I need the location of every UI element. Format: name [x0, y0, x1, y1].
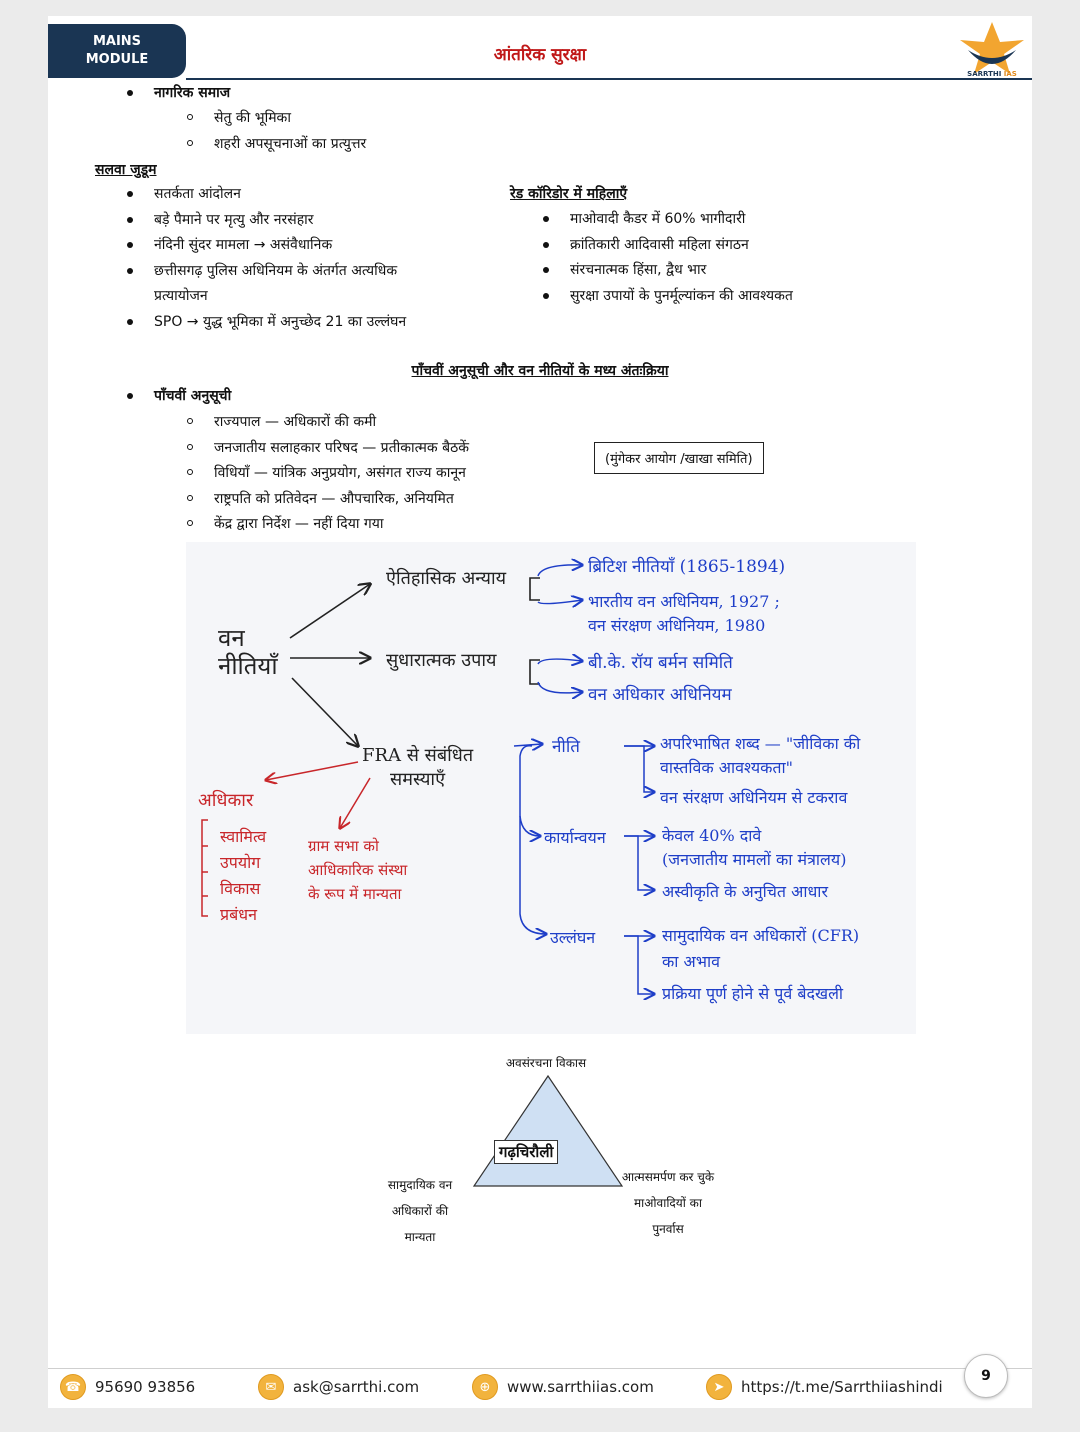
salwa-item: सतर्कता आंदोलन	[154, 186, 241, 202]
fifth-item: राज्यपाल — अधिकारों की कमी	[214, 414, 377, 430]
telegram-text: https://t.me/Sarrthiiashindi	[741, 1378, 943, 1396]
tri-right-line: पुनर्वास	[652, 1222, 684, 1236]
logo-text: SARRTHI IAS	[967, 70, 1017, 78]
reform-item: वन अधिकार अधिनियम	[588, 685, 732, 705]
salwa-item-continued: प्रत्यायोजन	[154, 288, 208, 304]
gram-line1: ग्राम सभा को	[308, 837, 379, 855]
fifth-schedule-bullet: पाँचवीं अनुसूची	[154, 388, 232, 404]
module-line1: MAINS	[92, 34, 142, 49]
fra-problems	[362, 744, 473, 792]
triangle-top-label: अवसंरचना विकास	[505, 1056, 587, 1070]
red-corridor-heading: रेड कॉरिडोर में महिलाएँ	[510, 186, 628, 202]
diagram-arrows	[48, 16, 1032, 1408]
impl-item: (जनजातीय मामलों का मंत्रालय)	[662, 850, 847, 869]
salwa-heading: सलवा जुडूम	[95, 162, 157, 178]
policy-item: वास्तविक आवश्यकता"	[660, 758, 794, 777]
tri-left-line: सामुदायिक वन	[387, 1178, 453, 1192]
fifth-schedule-heading: पाँचवीं अनुसूची और वन नीतियों के मध्य अंतःक्रिया	[411, 363, 669, 379]
triangle-left-label	[360, 1172, 480, 1250]
policy-item: वन संरक्षण अधिनियम से टकराव	[660, 788, 848, 807]
salwa-item: SPO → युद्ध भूमिका में अनुच्छेद 21 का उल्लंघन	[154, 314, 407, 330]
triangle-center: गढ़चिरौली	[494, 1140, 558, 1164]
commission-box: (मुंगेकर आयोग /खाखा समिति)	[594, 442, 764, 474]
globe-icon: ⊕	[472, 1374, 498, 1400]
fifth-item: विधियाँ — यांत्रिक अनुप्रयोग, असंगत राज्य कानून	[214, 465, 466, 481]
violation-label: उल्लंघन	[550, 928, 596, 947]
salwa-item: छत्तीसगढ़ पुलिस अधिनियम के अंतर्गत अत्यधिक	[154, 263, 398, 279]
salwa-item: बड़े पैमाने पर मृत्यु और नरसंहार	[154, 212, 314, 228]
tri-left-line: मान्यता	[404, 1230, 436, 1244]
fra-line1: FRA से संबंधित	[362, 745, 474, 766]
implementation-label: कार्यान्वयन	[544, 828, 606, 847]
tri-right-line: आत्मसमर्पण कर चुके	[621, 1170, 715, 1184]
hist-item: भारतीय वन अधिनियम, 1927 ;	[588, 592, 780, 611]
red-corridor-item: माओवादी कैडर में 60% भागीदारी	[570, 211, 746, 227]
fra-line2: समस्याएँ	[390, 769, 446, 790]
phone-icon: ☎	[60, 1374, 86, 1400]
rights-item: स्वामित्व	[220, 827, 267, 846]
salwa-item: नंदिनी सुंदर मामला → असंवैधानिक	[154, 237, 333, 253]
rights-item: विकास	[220, 879, 261, 898]
root-line1: वन	[218, 624, 245, 652]
civil-society-bullet: नागरिक समाज	[154, 85, 231, 101]
impl-item: केवल 40% दावे	[662, 826, 762, 845]
email-text: ask@sarrthi.com	[293, 1378, 420, 1396]
rights-item: प्रबंधन	[220, 905, 257, 924]
civil-item: शहरी अपसूचनाओं का प्रत्युत्तर	[214, 136, 367, 152]
reform-measures: सुधारात्मक उपाय	[386, 650, 497, 671]
viol-item: का अभाव	[662, 952, 721, 971]
reform-item: बी.के. रॉय बर्मन समिति	[588, 653, 733, 673]
footer-divider	[48, 1368, 1032, 1369]
footer-telegram[interactable]	[706, 1372, 943, 1402]
fifth-item: राष्ट्रपति को प्रतिवेदन — औपचारिक, अनियमित	[214, 491, 454, 507]
civil-item: सेतु की भूमिका	[214, 110, 291, 126]
page-title: आंतरिक सुरक्षा	[493, 45, 587, 65]
viol-item: सामुदायिक वन अधिकारों (CFR)	[662, 926, 860, 945]
policy-label: नीति	[552, 737, 580, 757]
red-corridor-item: सुरक्षा उपायों के पुनर्मूल्यांकन की आवश्यकत	[570, 288, 793, 304]
red-corridor-item: संरचनात्मक हिंसा, द्वैध भार	[570, 262, 707, 278]
root-line2: नीतियाँ	[218, 652, 278, 680]
fifth-item: केंद्र द्वारा निर्देश — नहीं दिया गया	[214, 516, 384, 532]
rights-list	[220, 824, 266, 928]
website-text: www.sarrthiias.com	[507, 1378, 654, 1396]
page-number: 9	[964, 1354, 1008, 1398]
fifth-item: जनजातीय सलाहकार परिषद — प्रतीकात्मक बैठकें	[214, 440, 469, 456]
diagram-root	[218, 624, 278, 680]
gram-line3: के रूप में मान्यता	[308, 885, 402, 903]
module-line2: MODULE	[85, 52, 149, 67]
phone-text: 95690 93856	[95, 1378, 196, 1396]
tri-right-line: माओवादियों का	[633, 1196, 703, 1210]
telegram-icon: ➤	[706, 1374, 732, 1400]
red-corridor-item: क्रांतिकारी आदिवासी महिला संगठन	[570, 237, 749, 253]
mail-icon: ✉	[258, 1374, 284, 1400]
gram-line2: आधिकारिक संस्था	[308, 861, 408, 879]
rights-item: उपयोग	[220, 853, 261, 872]
document-page	[48, 16, 1032, 1408]
policy-item: अपरिभाषित शब्द — "जीविका की	[660, 734, 861, 753]
footer-phone[interactable]	[60, 1372, 195, 1402]
viol-item: प्रक्रिया पूर्ण होने से पूर्व बेदखली	[662, 984, 844, 1003]
historical-injustice: ऐतिहासिक अन्याय	[386, 568, 507, 589]
hist-item: ब्रिटिश नीतियाँ (1865-1894)	[588, 557, 786, 577]
footer-website[interactable]	[472, 1372, 654, 1402]
tri-left-line: अधिकारों की	[391, 1204, 449, 1218]
footer-email[interactable]	[258, 1372, 419, 1402]
gram-sabha-note	[308, 834, 407, 906]
rights-label: अधिकार	[198, 790, 254, 811]
triangle-right-label	[596, 1164, 740, 1242]
hist-item: वन संरक्षण अधिनियम, 1980	[588, 616, 766, 635]
impl-item: अस्वीकृति के अनुचित आधार	[662, 882, 828, 901]
